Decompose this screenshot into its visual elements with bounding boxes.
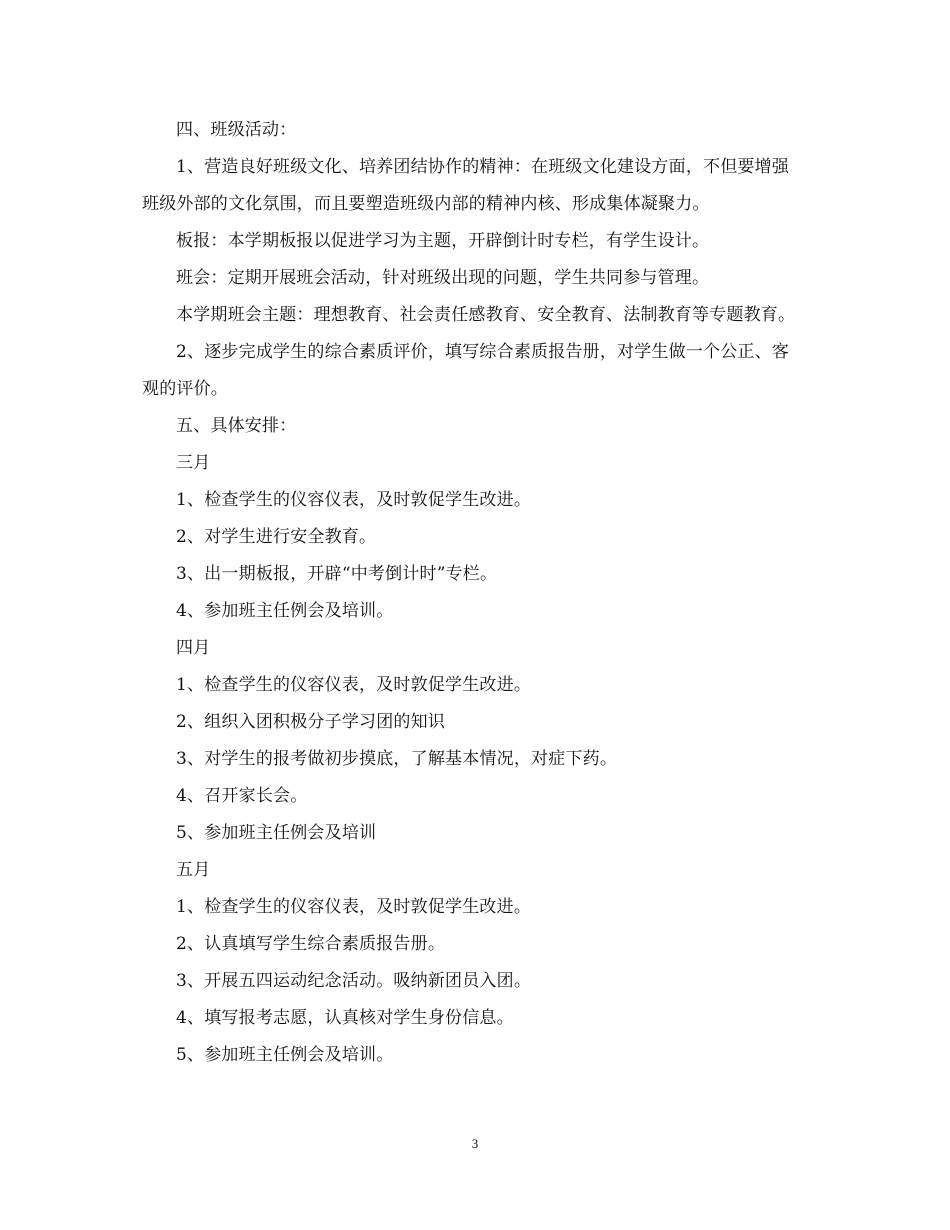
paragraph-meeting-themes: 本学期班会主题：理想教育、社会责任感教育、安全教育、法制教育等专题教育。: [176, 305, 796, 325]
list-item: 5、参加班主任例会及培训: [176, 823, 377, 843]
section-heading-class-activities: 四、班级活动：: [176, 120, 297, 140]
list-item: 4、召开家长会。: [176, 786, 308, 806]
document-body: [142, 112, 806, 1074]
list-item: 1、检查学生的仪容仪表，及时敦促学生改进。: [176, 897, 532, 917]
month-heading-march: 三月: [176, 453, 211, 473]
section-heading-schedule: 五、具体安排：: [176, 416, 297, 436]
list-item: 3、开展五四运动纪念活动。吸纳新团员入团。: [176, 971, 532, 991]
list-item: 2、认真填写学生综合素质报告册。: [176, 934, 446, 954]
list-item: 2、组织入团积极分子学习团的知识: [176, 712, 446, 732]
paragraph-class-culture: 1、营造良好班级文化、培养团结协作的精神：在班级文化建设方面，不但要增强班级外部的文化氛围，而且要塑造班级内部的精神内核、形成集体凝聚力。: [142, 157, 790, 214]
list-item: 4、参加班主任例会及培训。: [176, 601, 394, 621]
month-heading-april: 四月: [176, 638, 211, 658]
list-item: 3、对学生的报考做初步摸底，了解基本情况，对症下药。: [176, 749, 618, 769]
list-item: 1、检查学生的仪容仪表，及时敦促学生改进。: [176, 490, 532, 510]
list-item: 1、检查学生的仪容仪表，及时敦促学生改进。: [176, 675, 532, 695]
paragraph-evaluation: 2、逐步完成学生的综合素质评价，填写综合素质报告册，对学生做一个公正、客观的评价。: [142, 342, 790, 399]
list-item: 3、出一期板报，开辟“中考倒计时”专栏。: [176, 564, 498, 584]
page-number: 3: [471, 1136, 479, 1151]
list-item: 5、参加班主任例会及培训。: [176, 1045, 394, 1065]
list-item: 2、对学生进行安全教育。: [176, 527, 377, 547]
list-item: 4、填写报考志愿，认真核对学生身份信息。: [176, 1008, 514, 1028]
month-heading-may: 五月: [176, 860, 211, 880]
paragraph-class-meeting: 班会：定期开展班会活动，针对班级出现的问题，学生共同参与管理。: [176, 268, 710, 288]
paragraph-blackboard: 板报：本学期板报以促进学习为主题，开辟倒计时专栏，有学生设计。: [176, 231, 710, 251]
